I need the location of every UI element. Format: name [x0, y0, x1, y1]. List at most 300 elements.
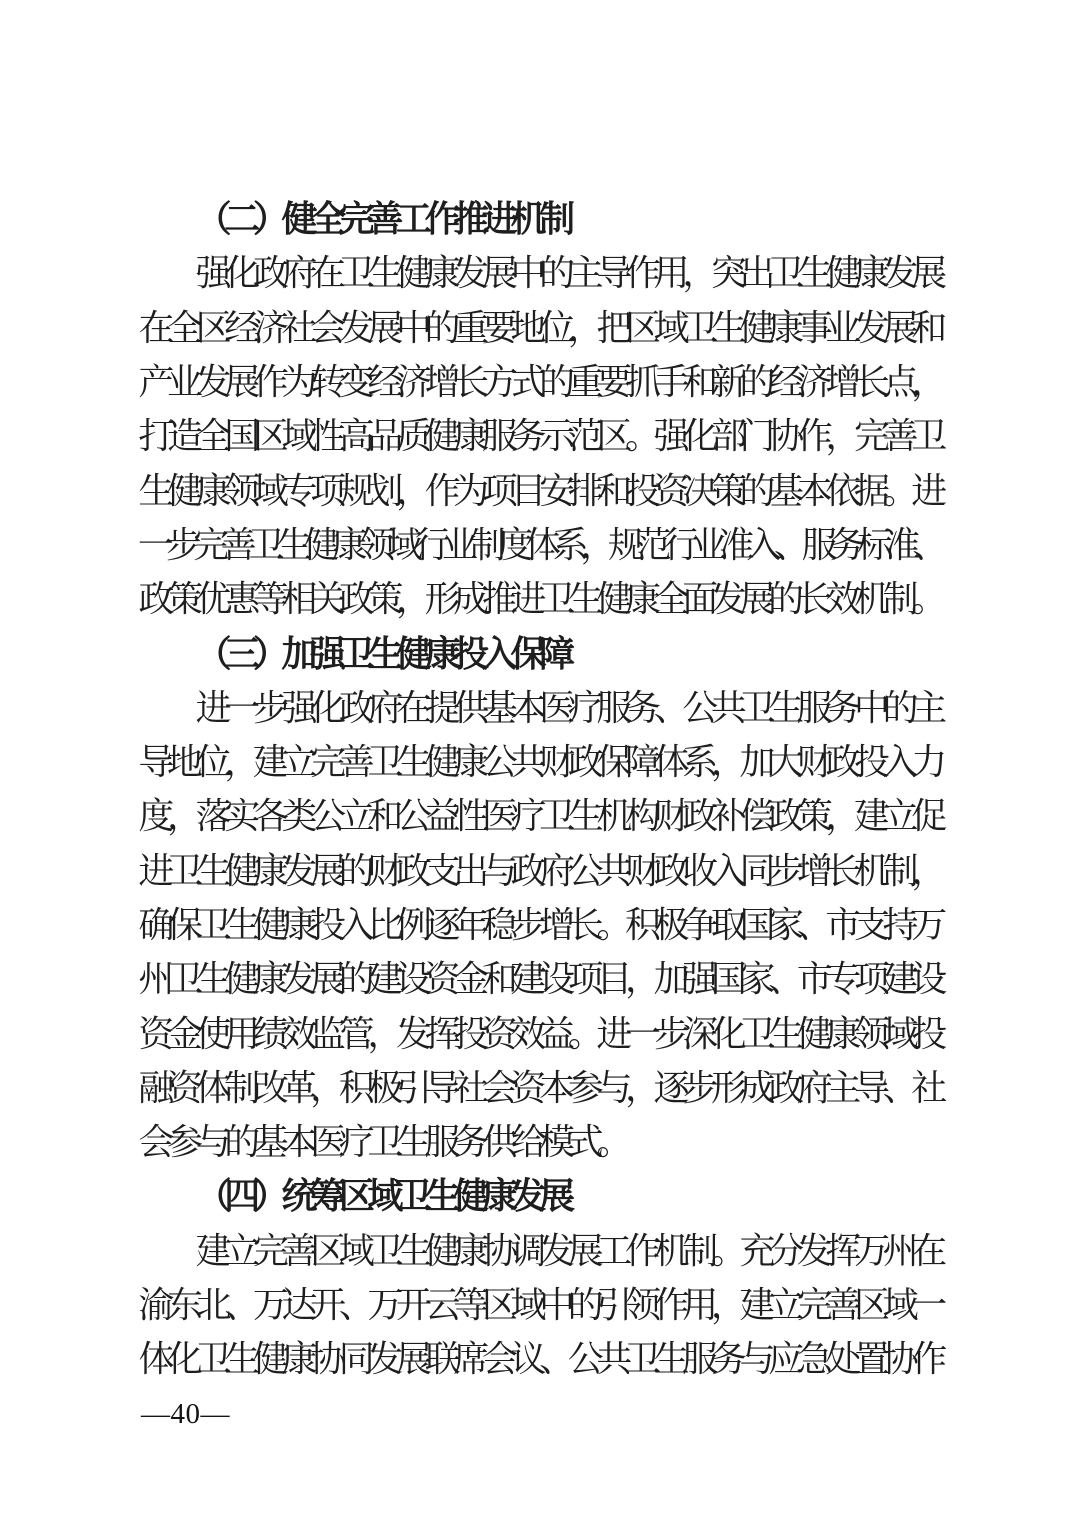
char-cell: 。	[596, 905, 633, 945]
char-cell: 入	[710, 850, 747, 891]
char-cell: 推	[453, 199, 490, 240]
char-cell: 策	[367, 579, 404, 620]
char-cell: 支	[853, 905, 890, 945]
char-cell: 作	[424, 199, 461, 240]
char-cell: 生	[367, 253, 404, 294]
char-cell: 济	[796, 362, 833, 403]
char-cell: 健	[395, 253, 432, 294]
char-cell: 州	[882, 1230, 919, 1271]
char-cell: 开	[310, 1285, 347, 1326]
char-cell: 作	[796, 416, 833, 457]
char-cell: 发	[796, 1230, 833, 1271]
char-cell: 调	[510, 1230, 547, 1271]
char-cell: 步	[252, 687, 289, 728]
char-cell: 生	[138, 470, 175, 511]
char-cell: 区	[596, 416, 633, 457]
text-line	[138, 898, 948, 952]
char-cell: 确	[138, 905, 175, 945]
char-cell: ，	[710, 1285, 747, 1326]
char-cell: 策	[710, 470, 747, 511]
char-cell: 形	[710, 1067, 747, 1108]
char-cell: 投	[453, 1013, 490, 1054]
char-cell: 进	[596, 1013, 633, 1054]
char-cell: 示	[539, 416, 576, 457]
char-cell: 式	[510, 362, 547, 403]
char-cell: 手	[653, 362, 690, 403]
char-cell: 挥	[424, 1013, 461, 1054]
char-cell: 万	[252, 1285, 289, 1326]
char-cell: 生	[195, 850, 232, 891]
char-cell: 取	[710, 905, 747, 945]
char-cell: 绩	[252, 1013, 289, 1054]
char-cell: 体	[653, 742, 690, 783]
char-cell: 共	[596, 850, 633, 891]
char-cell: 公	[395, 796, 432, 837]
char-cell: 增	[796, 850, 833, 891]
char-cell: 与	[481, 850, 518, 891]
char-cell: 服	[796, 687, 833, 728]
char-cell: ，	[911, 850, 948, 891]
char-cell: 发	[539, 1230, 576, 1271]
char-cell: 各	[252, 796, 289, 837]
char-cell: 范	[635, 524, 672, 565]
char-cell: 健	[224, 959, 261, 1000]
char-cell: 一	[224, 687, 261, 728]
char-cell: 业	[166, 362, 203, 403]
char-cell: 促	[911, 796, 948, 837]
char-cell: 健	[281, 199, 318, 240]
char-cell: 市	[825, 905, 862, 945]
char-cell: 参	[567, 1067, 604, 1108]
char-cell: 设	[395, 959, 432, 1000]
char-cell: 务	[829, 524, 866, 565]
char-cell: 逐	[424, 905, 461, 945]
char-cell: 效	[281, 1013, 318, 1054]
char-cell: 康	[252, 850, 289, 891]
char-cell: 生	[768, 1013, 805, 1054]
text-line	[138, 844, 948, 898]
char-cell: 用	[682, 1285, 719, 1326]
char-cell: ，	[395, 579, 432, 620]
char-cell: 健	[596, 579, 633, 620]
char-cell: 标	[856, 524, 893, 565]
char-cell: 化	[166, 1339, 203, 1380]
char-cell: 筹	[310, 1176, 347, 1217]
char-cell: （	[195, 1176, 232, 1217]
char-cell: ）	[252, 633, 289, 674]
char-cell: 地	[510, 307, 547, 348]
char-cell: 服	[682, 1339, 719, 1380]
char-cell: 展	[224, 362, 261, 403]
char-cell: 卫	[624, 1339, 661, 1380]
char-cell: 作	[624, 253, 661, 294]
char-cell: 障	[539, 633, 576, 674]
char-cell: 健	[825, 253, 862, 294]
char-cell: 保	[510, 633, 547, 674]
char-cell: 构	[624, 796, 661, 837]
char-cell: 席	[453, 1339, 490, 1380]
char-cell: 健	[424, 742, 461, 783]
char-cell: 家	[768, 905, 805, 945]
char-cell: 服	[596, 687, 633, 728]
char-cell: 济	[395, 362, 432, 403]
char-cell: 财	[624, 850, 661, 891]
char-cell: 加	[281, 633, 318, 674]
char-cell: 财	[539, 742, 576, 783]
char-cell: 立	[768, 1285, 805, 1326]
char-cell: 入	[746, 524, 783, 565]
char-cell: 领	[853, 1013, 890, 1054]
char-cell: 区	[252, 416, 289, 457]
char-cell: 生	[276, 524, 313, 565]
char-cell: 医	[539, 687, 576, 728]
char-cell: 展	[882, 307, 919, 348]
char-cell: 医	[310, 1122, 347, 1163]
char-cell: 和	[682, 362, 719, 403]
char-cell: 卫	[539, 796, 576, 837]
char-cell: 制	[469, 524, 506, 565]
char-cell: 康	[453, 1230, 490, 1271]
char-cell: ，	[825, 416, 862, 457]
char-cell: 卫	[367, 1230, 404, 1271]
char-cell: 例	[395, 905, 432, 945]
char-cell: 生	[796, 253, 833, 294]
char-cell: 门	[739, 416, 776, 457]
char-cell: 资	[653, 470, 690, 511]
char-cell: 。	[911, 579, 948, 620]
char-cell: 展	[739, 579, 776, 620]
char-cell: 医	[481, 796, 518, 837]
char-cell: 渝	[138, 1285, 175, 1326]
char-cell: 工	[395, 199, 432, 240]
char-cell: 公	[481, 742, 518, 783]
char-cell: 展	[481, 253, 518, 294]
char-cell: 健	[166, 470, 203, 511]
char-cell: 服	[481, 416, 518, 457]
char-cell: 府	[539, 850, 576, 891]
char-cell: 等	[453, 1285, 490, 1326]
text-line	[138, 735, 948, 789]
char-cell: 康	[281, 905, 318, 945]
char-cell: 进	[138, 850, 175, 891]
char-cell: 策	[166, 579, 203, 620]
char-cell: 积	[624, 905, 661, 945]
char-cell: 增	[825, 362, 862, 403]
char-cell: 区	[195, 307, 232, 348]
char-cell: 变	[338, 362, 375, 403]
document-body	[137, 192, 949, 1387]
text-line	[142, 246, 948, 300]
char-cell: 系	[682, 742, 719, 783]
char-cell: 长	[796, 579, 833, 620]
char-cell: 重	[453, 307, 490, 348]
char-cell: 质	[395, 416, 432, 457]
char-cell: 康	[424, 633, 461, 674]
char-cell: 社	[281, 307, 318, 348]
text-line	[138, 1061, 948, 1115]
char-cell: 大	[768, 742, 805, 783]
char-cell: 资	[424, 959, 461, 1000]
char-cell: 区	[338, 1176, 375, 1217]
char-cell: 康	[853, 253, 890, 294]
char-cell: 落	[195, 796, 232, 837]
char-cell: 。	[624, 416, 661, 457]
char-cell: 会	[138, 1122, 175, 1163]
char-cell: 完	[338, 199, 375, 240]
char-cell: 联	[424, 1339, 461, 1380]
char-cell: 体	[195, 1067, 232, 1108]
char-cell: 和	[911, 307, 948, 348]
char-cell: 与	[739, 1339, 776, 1380]
char-cell: 卫	[739, 1013, 776, 1054]
char-cell: 中	[539, 1285, 576, 1326]
char-cell: 万	[853, 1230, 890, 1271]
char-cell: ，	[624, 1067, 661, 1108]
char-cell: 政	[768, 1067, 805, 1108]
char-cell: 务	[453, 1122, 490, 1163]
char-cell: 机	[853, 850, 890, 891]
char-cell: 行	[663, 524, 700, 565]
char-cell: 保	[596, 742, 633, 783]
text-line	[138, 1115, 944, 1169]
char-cell: 业	[825, 307, 862, 348]
char-cell: 形	[424, 579, 461, 620]
char-cell: 出	[739, 253, 776, 294]
char-cell: 康	[331, 524, 368, 565]
char-cell: 度	[138, 796, 175, 837]
text-line	[138, 1006, 948, 1060]
char-cell: 规	[607, 524, 644, 565]
char-cell: 项	[310, 470, 347, 511]
char-cell: 同	[739, 850, 776, 891]
char-cell: 突	[710, 253, 747, 294]
char-cell: 强	[653, 416, 690, 457]
char-cell: 经	[768, 362, 805, 403]
char-cell: 作	[424, 470, 461, 511]
char-cell: 康	[768, 307, 805, 348]
char-cell: 立	[338, 796, 375, 837]
char-cell: 支	[424, 850, 461, 891]
char-cell: 稳	[481, 905, 518, 945]
char-cell: 健	[224, 850, 261, 891]
char-cell: 展	[911, 253, 948, 294]
char-cell: 在	[138, 307, 175, 348]
char-cell: 年	[453, 905, 490, 945]
char-cell: 和	[367, 796, 404, 837]
char-cell: 积	[338, 1067, 375, 1108]
char-cell: 推	[481, 579, 518, 620]
char-cell: 展	[310, 959, 347, 1000]
char-cell: 。	[567, 1013, 604, 1054]
char-cell: 卫	[367, 1122, 404, 1163]
char-cell: 进	[481, 199, 518, 240]
char-cell: 投	[911, 1013, 948, 1054]
char-cell: 打	[138, 416, 175, 457]
char-cell: 本	[539, 1067, 576, 1108]
char-cell: 健	[252, 905, 289, 945]
char-cell: 管	[338, 1013, 375, 1054]
char-cell: 卫	[166, 850, 203, 891]
char-cell: 度	[497, 524, 534, 565]
char-cell: ）	[252, 1176, 289, 1217]
char-cell: 的	[567, 1285, 604, 1326]
char-cell: 引	[596, 1285, 633, 1326]
char-cell: 提	[424, 687, 461, 728]
char-cell: 服	[801, 524, 838, 565]
char-cell: 发	[882, 253, 919, 294]
char-cell: 转	[310, 362, 347, 403]
char-cell: 主	[567, 253, 604, 294]
char-cell: 争	[682, 905, 719, 945]
char-cell: 基	[481, 687, 518, 728]
char-cell: 健	[424, 416, 461, 457]
char-cell: 持	[882, 905, 919, 945]
char-cell: 公	[567, 1339, 604, 1380]
char-cell: 完	[853, 416, 890, 457]
char-cell: 域	[882, 1285, 919, 1326]
char-cell: 极	[653, 905, 690, 945]
char-cell: 中	[853, 687, 890, 728]
char-cell: 作	[252, 362, 289, 403]
char-cell: 的	[338, 850, 375, 891]
char-cell: 家	[739, 959, 776, 1000]
char-cell: 领	[224, 470, 261, 511]
char-cell: 统	[281, 1176, 318, 1217]
char-cell: 关	[310, 579, 347, 620]
char-cell: 改	[252, 1067, 289, 1108]
char-cell: 、	[224, 1285, 261, 1326]
char-cell: 生	[224, 905, 261, 945]
char-cell: 造	[166, 416, 203, 457]
char-cell: 作	[911, 1339, 948, 1380]
char-cell: 政	[138, 579, 175, 620]
char-cell: 、	[539, 1339, 576, 1380]
char-cell: 要	[481, 307, 518, 348]
char-cell: 政	[825, 742, 862, 783]
char-cell: 项	[567, 959, 604, 1000]
char-cell: 协	[310, 1339, 347, 1380]
char-cell: 域	[281, 416, 318, 457]
char-cell: 、	[796, 905, 833, 945]
char-cell: 市	[796, 959, 833, 1000]
char-cell: 生	[567, 579, 604, 620]
char-cell: 进	[911, 470, 948, 511]
char-cell: 区	[481, 1285, 518, 1326]
char-cell: 的	[768, 579, 805, 620]
char-cell: 的	[739, 470, 776, 511]
char-cell: 疗	[567, 687, 604, 728]
char-cell: 与	[596, 1067, 633, 1108]
char-cell: 康	[281, 1339, 318, 1380]
char-cell: 性	[310, 416, 347, 457]
char-cell: 、	[882, 1067, 919, 1108]
char-cell: 投	[310, 905, 347, 945]
char-cell: 化	[224, 253, 261, 294]
char-cell: 北	[195, 1285, 232, 1326]
char-cell: 。	[882, 470, 919, 511]
char-cell: 会	[481, 1067, 518, 1108]
char-cell: ，	[310, 1067, 347, 1108]
char-cell: 深	[682, 1013, 719, 1054]
char-cell: 效	[510, 1013, 547, 1054]
text-line	[138, 301, 948, 355]
char-cell: 的	[424, 307, 461, 348]
char-cell: 要	[596, 362, 633, 403]
char-cell: 卫	[248, 524, 285, 565]
char-cell: 协	[481, 1230, 518, 1271]
char-cell: 效	[825, 579, 862, 620]
char-cell: 制	[682, 1230, 719, 1271]
char-cell: 机	[510, 199, 547, 240]
char-cell: 和	[596, 470, 633, 511]
char-cell: 工	[596, 1230, 633, 1271]
char-cell: 府	[796, 1067, 833, 1108]
char-cell: 展	[310, 850, 347, 891]
char-cell: 区	[624, 307, 661, 348]
char-cell: 决	[682, 470, 719, 511]
char-cell: 卫	[682, 307, 719, 348]
text-line	[137, 518, 949, 572]
char-cell: 州	[138, 959, 175, 1000]
char-cell: 善	[338, 742, 375, 783]
char-cell: 障	[624, 742, 661, 783]
char-cell: 建	[252, 742, 289, 783]
char-cell: 康	[825, 1013, 862, 1054]
char-cell: 惠	[224, 579, 261, 620]
char-cell: 域	[386, 524, 423, 565]
char-cell: 完	[796, 1285, 833, 1326]
char-cell: 系	[552, 524, 589, 565]
char-cell: 资	[138, 1013, 175, 1054]
char-cell: 给	[510, 1122, 547, 1163]
text-line	[138, 355, 948, 409]
char-cell: 步	[653, 1013, 690, 1054]
char-cell: 务	[624, 687, 661, 728]
char-cell: 偿	[739, 796, 776, 837]
char-cell: 发	[395, 1013, 432, 1054]
char-cell: 社	[453, 1067, 490, 1108]
char-cell: 、	[912, 524, 949, 565]
char-cell: 一	[137, 524, 174, 565]
char-cell: 为	[281, 362, 318, 403]
char-cell: 部	[710, 416, 747, 457]
char-cell: 健	[303, 524, 340, 565]
char-cell: 和	[481, 959, 518, 1000]
char-cell: 地	[166, 742, 203, 783]
char-cell: 引	[395, 1067, 432, 1108]
char-cell: 、	[768, 959, 805, 1000]
char-cell: 作	[653, 1285, 690, 1326]
char-cell: 制	[539, 199, 576, 240]
char-cell: 生	[653, 1339, 690, 1380]
char-cell: 共	[710, 687, 747, 728]
char-cell: 生	[224, 1339, 261, 1380]
char-cell: 的	[539, 253, 576, 294]
char-cell: 准	[884, 524, 921, 565]
char-cell: 政	[395, 850, 432, 891]
char-cell: 康	[453, 742, 490, 783]
char-cell: 强	[310, 633, 347, 674]
char-cell: 立	[224, 1230, 261, 1271]
char-cell: 国	[710, 959, 747, 1000]
char-cell: 生	[424, 1176, 461, 1217]
char-cell: 的	[882, 687, 919, 728]
char-cell: 域	[252, 470, 289, 511]
char-cell: 健	[424, 1230, 461, 1271]
char-cell: 康	[252, 959, 289, 1000]
char-cell: 项	[853, 959, 890, 1000]
char-cell: 处	[825, 1339, 862, 1380]
